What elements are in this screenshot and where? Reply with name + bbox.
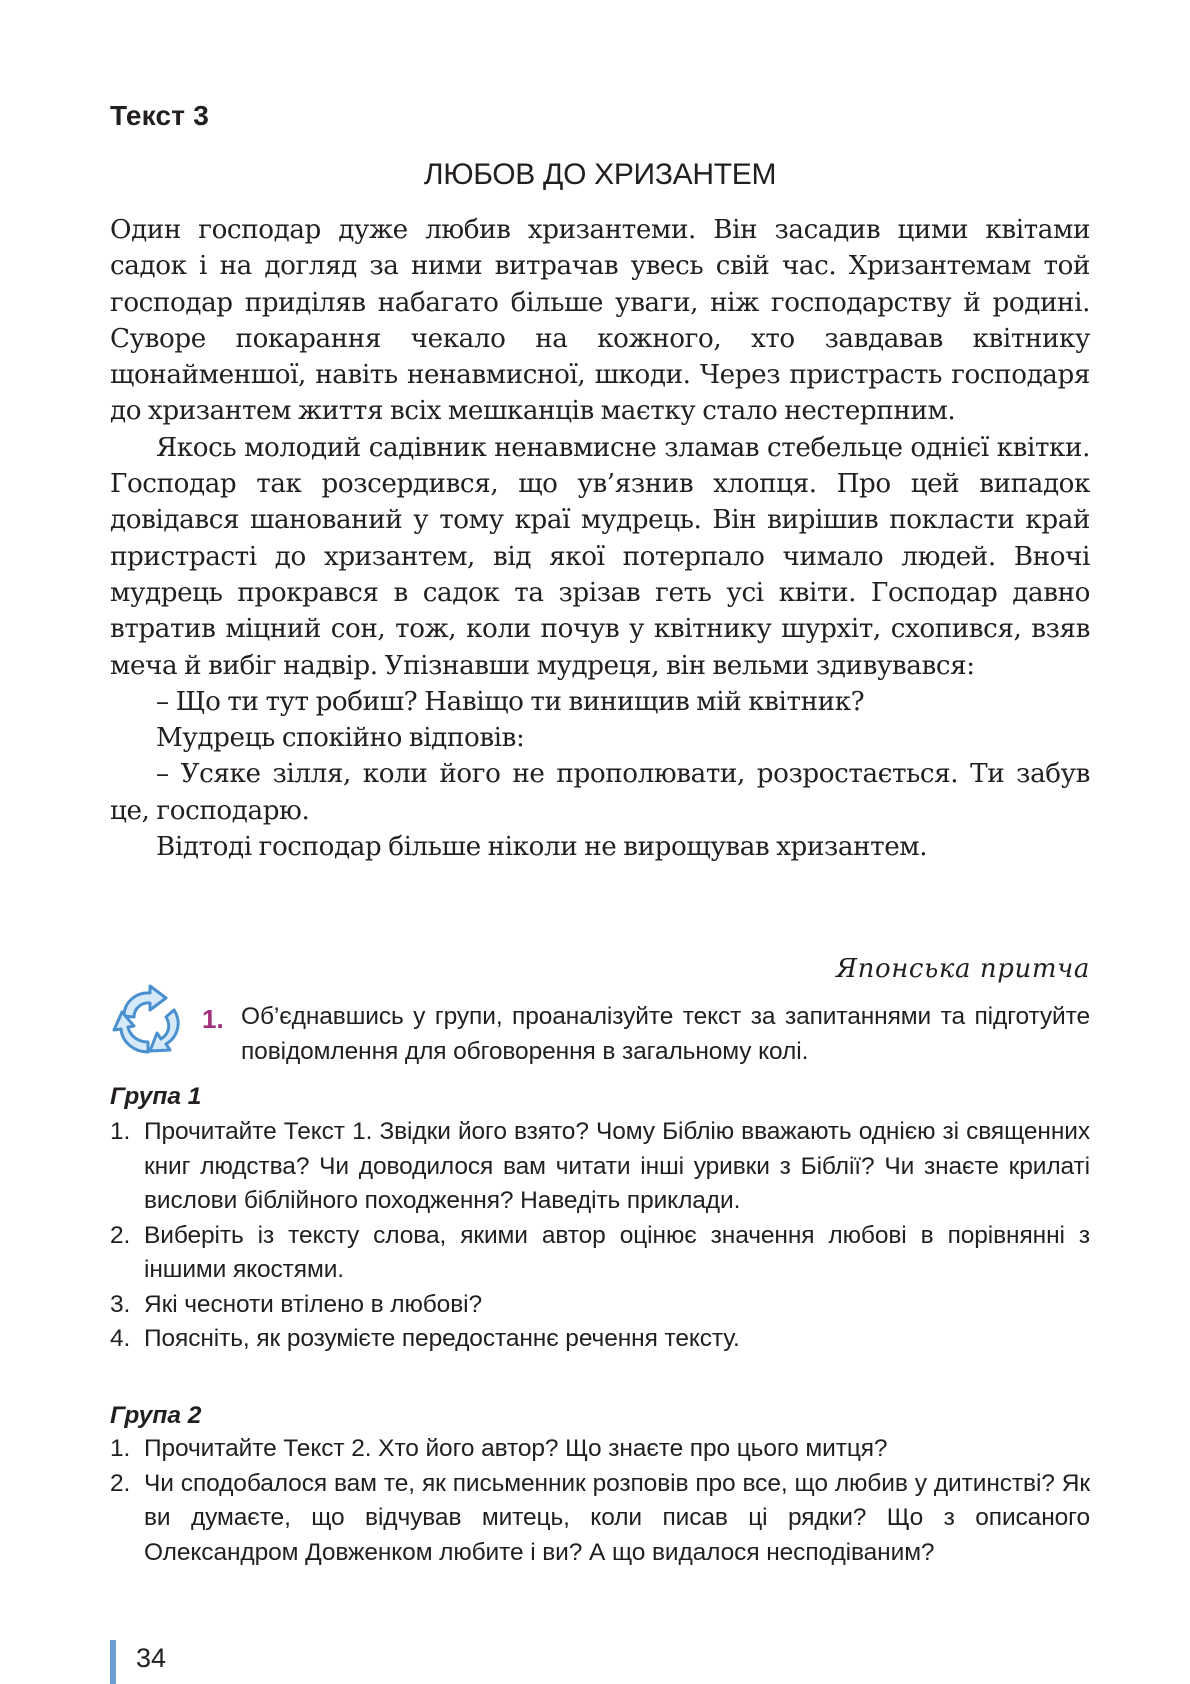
question-text: Чи сподобалося вам те, як письменник розповів про все, що любив у дитинстві? Як ви думаєте, що відчував митець, коли писав ці рядки? Що з описаного Олександром Довженком любите і ви? А що видалося несподіваним? [144, 1469, 1090, 1566]
story-title: ЛЮБОВ ДО ХРИЗАНТЕМ [423, 158, 777, 191]
group-2-questions [110, 1432, 1090, 1570]
story-paragraph: Якось молодий садівник ненавмисне зламав стебельце однієї квітки. Господар так розсердився, що ув’язнив хлопця. Про цей випадок довідався шанований у тому краї мудрець. Він вирішив покласти край пристрасті до хризантем, від якої потерпало чимало людей. Вночі мудрець прокрався в садок та зрізав геть усі квіти. Господар давно втратив міцний сон, тож, коли почув у квітнику шурхіт, схопився, взяв меча й вибіг надвір. Упізнавши мудреця, він вельми здивувався: [110, 432, 1090, 681]
list-item [110, 1288, 1090, 1323]
question-text: Виберіть із тексту слова, якими автор оцінює значення любові в порівнянні з іншими якостями. [144, 1221, 1090, 1283]
list-item [110, 1322, 1090, 1357]
task-text: Об’єднавшись у групи, проаналізуйте текст за запитаннями та підготуйте повідомлення для обговорення в загальному колі. [241, 1003, 1090, 1065]
task-number: 1. [202, 1004, 224, 1034]
story-paragraph: – Усяке зілля, коли його не прополювати, розростається. Ти забув це, господарю. [110, 759, 1090, 826]
story-paragraph: Відтоді господар більше ніколи не вирощував хризантем. [156, 832, 928, 863]
list-item [110, 1115, 1090, 1219]
question-text: Які чесноти втілено в любові? [144, 1290, 482, 1318]
text-label: Текст 3 [110, 100, 209, 131]
question-number: 1. [110, 1118, 131, 1145]
page-number: 34 [136, 1643, 167, 1673]
story-paragraph: – Що ти тут робиш? Навіщо ти винищив мій квітник? [156, 686, 865, 717]
story-attribution: Японська притча [836, 954, 1090, 984]
group-2-title: Група 2 [110, 1402, 202, 1429]
question-number: 4. [110, 1325, 131, 1352]
footer-bar [110, 1640, 116, 1684]
question-number: 2. [110, 1469, 131, 1497]
group-1-title: Група 1 [110, 1083, 202, 1110]
question-text: Прочитайте Текст 1. Звідки його взято? Чому Біблію вважають однією зі священних книг людства? Чи доводилося вам читати інші уривки з Біблії? Чи знаєте крилаті вислови біблійного походження? Наведіть приклади. [144, 1118, 1090, 1214]
question-number: 2. [110, 1221, 131, 1249]
story-body [110, 212, 1090, 865]
list-item [110, 1432, 1090, 1467]
task-block [110, 980, 1090, 1072]
question-text: Прочитайте Текст 2. Хто його автор? Що знаєте про цього митця? [144, 1435, 888, 1462]
group-1-questions [110, 1115, 1090, 1357]
list-item [110, 1467, 1090, 1571]
story-paragraph: Мудрець спокійно відповів: [156, 723, 525, 754]
group-work-icon [108, 980, 190, 1062]
question-text: Поясніть, як розумієте передостаннє речення тексту. [144, 1325, 740, 1352]
list-item [110, 1219, 1090, 1288]
question-number: 3. [110, 1290, 131, 1318]
story-paragraph: Один господар дуже любив хризантеми. Він засадив цими квітами садок і на догляд за ними витрачав увесь свій час. Хризантемам той господар приділяв набагато більше уваги, ніж господарству й родині. Суворе покарання чекало на кожного, хто завдавав квітнику щонайменшої, навіть ненавмисної, шкоди. Через пристрасть господаря до хризантем життя всіх мешканців маєтку стало нестерпним. [110, 215, 1090, 427]
question-number: 1. [110, 1435, 131, 1462]
